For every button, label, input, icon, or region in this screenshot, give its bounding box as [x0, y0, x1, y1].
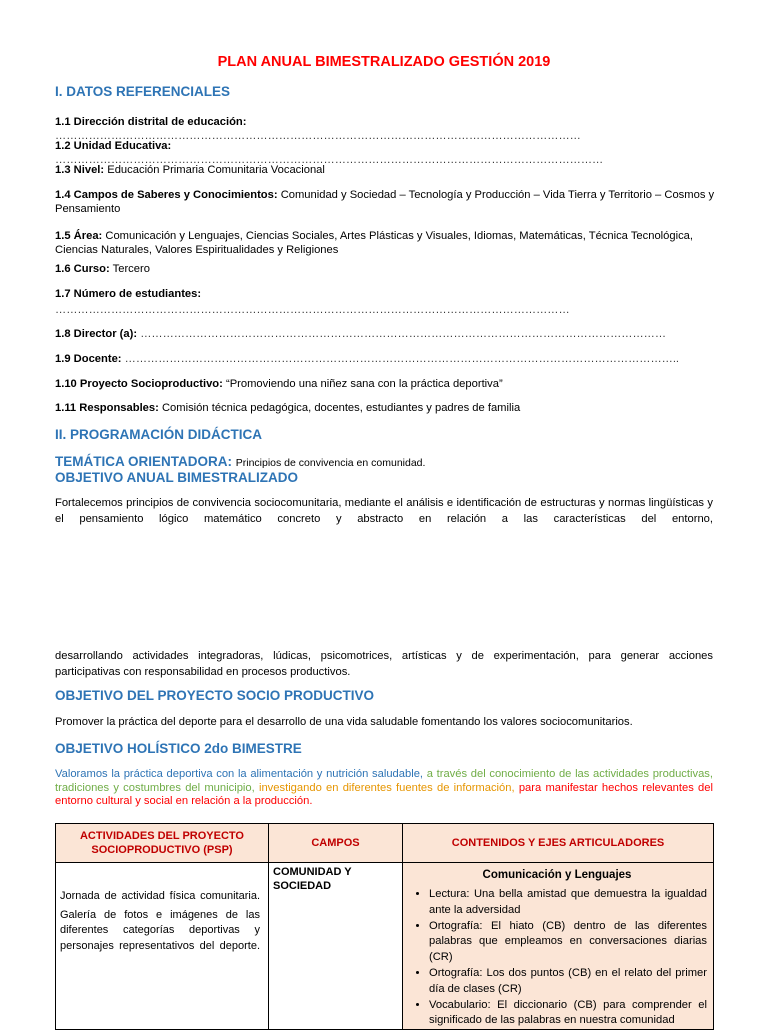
field-numero-estudiantes-value [55, 303, 715, 317]
field-value: …………………………………………………………………………………………………………………………… [55, 130, 581, 142]
field-docente [55, 352, 715, 366]
area-title: Comunicación y Lenguajes [482, 869, 632, 881]
heading-objetivo-anual: OBJETIVO ANUAL BIMESTRALIZADO [55, 470, 299, 485]
table-row [56, 863, 714, 1030]
field-value: Tercero [112, 263, 150, 275]
holistic-saber: a través del conocimiento de las actividades productivas, tradiciones y costumbres del municipio, [55, 768, 714, 794]
objetivo-anual-paragraph-2b: participativas con responsabilidad en procesos productivos. [55, 666, 351, 678]
field-label: 1.1 Dirección distrital de educación: [55, 116, 247, 128]
objetivo-psp-text: Promover la práctica del deporte para el desarrollo de una vida saludable fomentando los valores sociocomunitarios. [55, 716, 633, 728]
contents-cell [403, 863, 714, 1030]
field-label: 1.2 Unidad Educativa: [55, 140, 172, 152]
tematica-label: TEMÁTICA ORIENTADORA: [55, 454, 232, 469]
field-value: Comisión técnica pedagógica, docentes, estudiantes y padres de familia [161, 402, 521, 414]
list-item: • Vocabulario: El diccionario (CB) para comprender el significado de las palabras en nuestra comunidad [429, 998, 707, 1030]
field-director [55, 327, 715, 341]
field-label: 1.7 Número de estudiantes: [55, 288, 202, 300]
field-value: Educación Primaria Comunitaria Vocacional [107, 164, 325, 176]
section-heading-datos: I. DATOS REFERENCIALES [55, 84, 231, 99]
list-item: • Ortografía: El hiato (CB) dentro de las diferentes palabras que empleamos en conversaciones diarias (CR) [429, 919, 707, 966]
field-label: 1.4 Campos de Saberes y Conocimientos: [55, 189, 278, 201]
holistic-ser: Valoramos la práctica deportiva con la alimentación y nutrición saludable, [55, 768, 424, 780]
heading-objetivo-psp: OBJETIVO DEL PROYECTO SOCIO PRODUCTIVO [55, 688, 375, 703]
field-value: Comunidad y Sociedad – Tecnología y Producción – Vida Tierra y Territorio – Cosmos y Pensamiento [55, 189, 715, 215]
field-label: 1.6 Curso: [55, 263, 110, 275]
field-label: 1.9 Docente: [55, 353, 122, 365]
contents-list [407, 887, 707, 1029]
activity-item: Jornada de actividad física comunitaria. [60, 890, 260, 902]
field-curso [55, 262, 715, 276]
field-label: 1.10 Proyecto Socioproductivo: [55, 378, 223, 390]
field-value: ………………………………………………………………………………………………………………………… [55, 304, 570, 316]
objetivo-anual-paragraph-2a: desarrollando actividades integradoras, lúdicas, psicomotrices, artísticas y de experimentación, para generar acciones [55, 650, 713, 662]
field-label: 1.5 Área: [55, 230, 103, 242]
holistic-hacer: investigando en diferentes fuentes de información, [258, 781, 515, 794]
tematica-orientadora [55, 454, 425, 469]
field-area [55, 229, 715, 257]
field-label: 1.3 Nivel: [55, 164, 105, 176]
objetivo-anual-paragraph-1: Fortalecemos principios de convivencia sociocomunitaria, mediante el análisis e identificación de estructuras y normas lingüísticas y el pensamiento lógico matemático concreto y abstracto en relación a las características del entorno, [55, 497, 713, 525]
field-value: …………………………………………………………………………………………………………………………… [140, 328, 666, 340]
tematica-value: Principios de convivencia en comunidad. [235, 457, 426, 469]
holistic-decidir: para manifestar hechos relevantes del entorno cultural y social en relación a la producción. [55, 781, 713, 807]
field-numero-estudiantes [55, 287, 715, 301]
activity-item: Galería de fotos e imágenes de las diferentes categorías deportivas y personajes representativos del deporte. [60, 908, 260, 952]
field-value: ………………………………………………………………………………………………………………………………….. [124, 353, 680, 365]
field-responsables [55, 401, 715, 415]
field-label: 1.8 Director (a): [55, 328, 138, 340]
list-item: • Ortografía: Los dos puntos (CB) en el relato del primer día de clases (CR) [429, 966, 707, 998]
heading-objetivo-holistico: OBJETIVO HOLÍSTICO 2do BIMESTRE [55, 741, 302, 756]
objetivo-holistico-text [55, 768, 713, 809]
list-item: • Lectura: Una bella amistad que demuestra la igualdad ante la adversidad [429, 887, 707, 919]
field-label: 1.11 Responsables: [55, 402, 159, 414]
field-nivel [55, 163, 715, 177]
table-header-contenidos: CONTENIDOS Y EJES ARTICULADORES [403, 824, 714, 863]
field-value: “Promoviendo una niñez sana con la práctica deportiva” [225, 378, 503, 390]
campo-cell: COMUNIDAD Y SOCIEDAD [269, 863, 403, 1030]
field-value: ………………………………………………………………………………………………………………………………… [55, 154, 604, 166]
table-header-campos: CAMPOS [269, 824, 403, 863]
table-header-actividades: ACTIVIDADES DEL PROYECTO SOCIOPRODUCTIVO (PSP) [56, 824, 269, 863]
section-heading-programacion: II. PROGRAMACIÓN DIDÁCTICA [55, 427, 262, 442]
field-campos [55, 188, 715, 216]
document-title: PLAN ANUAL BIMESTRALIZADO GESTIÓN 2019 [217, 54, 551, 70]
field-value: Comunicación y Lenguajes, Ciencias Sociales, Artes Plásticas y Visuales, Idiomas, Matemáticas, Técnica Tecnológica, Ciencias Naturales, Valores Espiritualidades y Religiones [55, 230, 694, 256]
field-proyecto [55, 377, 715, 391]
planning-table [55, 823, 714, 1030]
activities-cell [56, 863, 269, 1030]
table-header-row [56, 824, 714, 863]
